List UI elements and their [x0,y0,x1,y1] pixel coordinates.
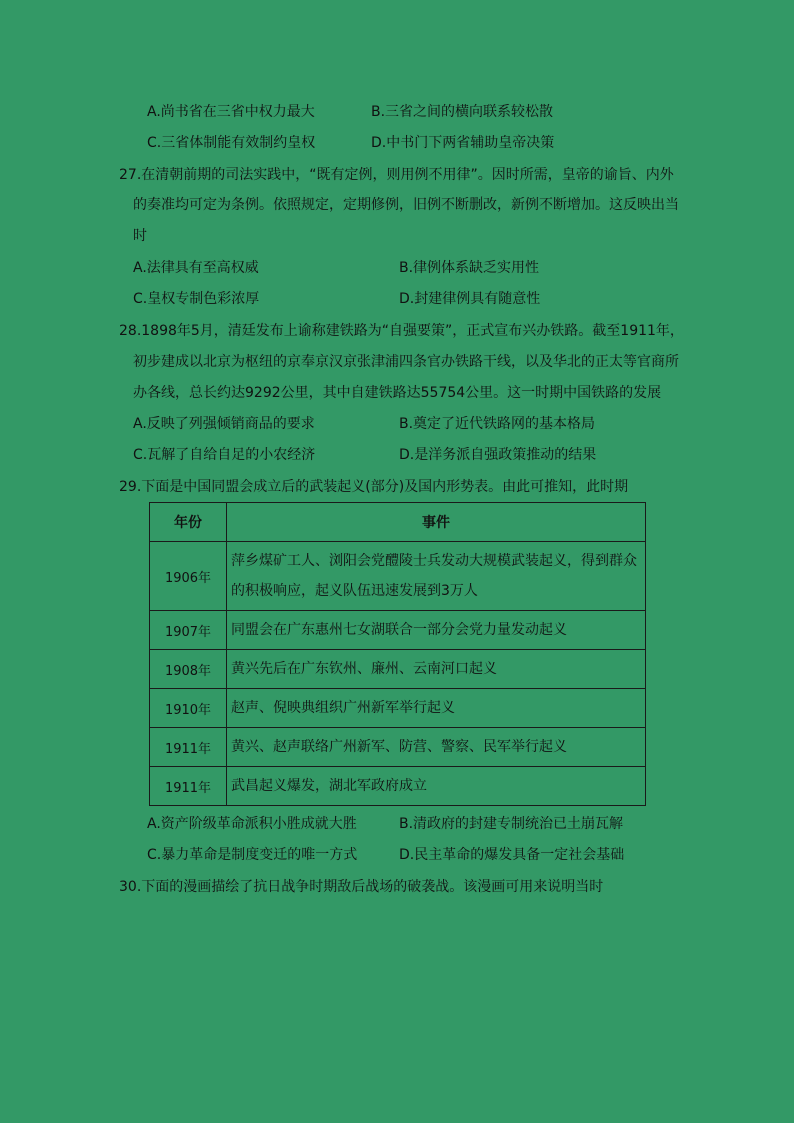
q26-options-row-2 [147,133,707,153]
table-cell-year: 1911年 [150,728,227,767]
table-cell-year: 1910年 [150,689,227,728]
q26-options-row-1 [147,102,707,122]
table-row [150,689,646,728]
q26-option-c: C.三省体制能有效制约皇权 [147,135,316,151]
q27-stem-line-2: 的奏准均可定为条例。依照规定，定期修例，旧例不断删改，新例不断增加。这反映出当 [133,197,679,213]
q29-option-a: A.资产阶级革命派积小胜成就大胜 [147,816,357,832]
q26-option-a: A.尚书省在三省中权力最大 [147,104,315,120]
q29-options-row-2 [147,845,707,865]
q30-stem: 30.下面的漫画描绘了抗日战争时期敌后战场的破袭战。该漫画可用来说明当时 [119,879,604,895]
table-row [150,542,646,611]
q28-stem-line-2: 初步建成以北京为枢纽的京奉京汉京张津浦四条官办铁路干线，以及华北的正太等官商所 [133,354,679,370]
table-cell-event: 武昌起义爆发，湖北军政府成立 [227,767,646,806]
table-cell-event: 赵声、倪映典组织广州新军举行起义 [227,689,646,728]
q29-stem: 29.下面是中国同盟会成立后的武装起义(部分)及国内形势表。由此可推知，此时期 [119,479,629,495]
q28-options-row-1 [133,414,693,434]
table-row [150,650,646,689]
q29-option-b: B.清政府的封建专制统治已土崩瓦解 [399,816,624,832]
q28-option-b: B.奠定了近代铁路网的基本格局 [399,416,596,432]
q27-option-a: A.法律具有至高权威 [133,260,259,276]
q29-option-d: D.民主革命的爆发具备一定社会基础 [399,847,625,863]
table-cell-event: 同盟会在广东惠州七女湖联合一部分会党力量发动起义 [227,611,646,650]
event-line: 的积极响应，起义队伍迅速发展到3万人 [231,583,478,599]
q28-option-a: A.反映了列强倾销商品的要求 [133,416,315,432]
q28-option-d: D.是洋务派自强政策推动的结果 [399,447,597,463]
q27-option-d: D.封建律例具有随意性 [399,291,541,307]
event-line: 萍乡煤矿工人、浏阳会党醴陵士兵发动大规模武装起义，得到群众 [231,553,637,569]
q28-options-row-2 [133,445,693,465]
q28-stem-line-1: 28.1898年5月，清廷发布上谕称建铁路为“自强要策”，正式宣布兴办铁路。截至1911年， [119,323,684,339]
table-cell-event [227,542,646,611]
table-row [150,728,646,767]
q26-option-b: B.三省之间的横向联系较松散 [371,104,554,120]
table-cell-year: 1911年 [150,767,227,806]
q27-option-b: B.律例体系缺乏实用性 [399,260,540,276]
table-cell-year: 1907年 [150,611,227,650]
q28-stem-line-3: 办各线，总长约达9292公里，其中自建铁路达55754公里。这一时期中国铁路的发展 [133,385,662,401]
table-cell-event: 黄兴先后在广东钦州、廉州、云南河口起义 [227,650,646,689]
table-cell-year: 1908年 [150,650,227,689]
q27-stem-line-1: 27.在清朝前期的司法实践中，“既有定例，则用例不用律”。因时所需，皇帝的谕旨、内外 [119,167,674,183]
q27-options-row-1 [133,258,693,278]
q27-option-c: C.皇权专制色彩浓厚 [133,291,260,307]
q27-options-row-2 [133,289,693,309]
q28-option-c: C.瓦解了自给自足的小农经济 [133,447,316,463]
table-row [150,767,646,806]
q29-options-row-1 [147,814,707,834]
table-row [150,611,646,650]
q29-option-c: C.暴力革命是制度变迁的唯一方式 [147,847,358,863]
table-cell-year: 1906年 [150,542,227,611]
q26-option-d: D.中书门下两省辅助皇帝决策 [371,135,555,151]
table-header-event: 事件 [227,503,646,542]
table-header-year: 年份 [150,503,227,542]
table-cell-event: 黄兴、赵声联络广州新军、防营、警察、民军举行起义 [227,728,646,767]
q29-events-table [149,502,646,806]
q27-stem-line-3: 时 [133,228,147,244]
table-header-row [150,503,646,542]
